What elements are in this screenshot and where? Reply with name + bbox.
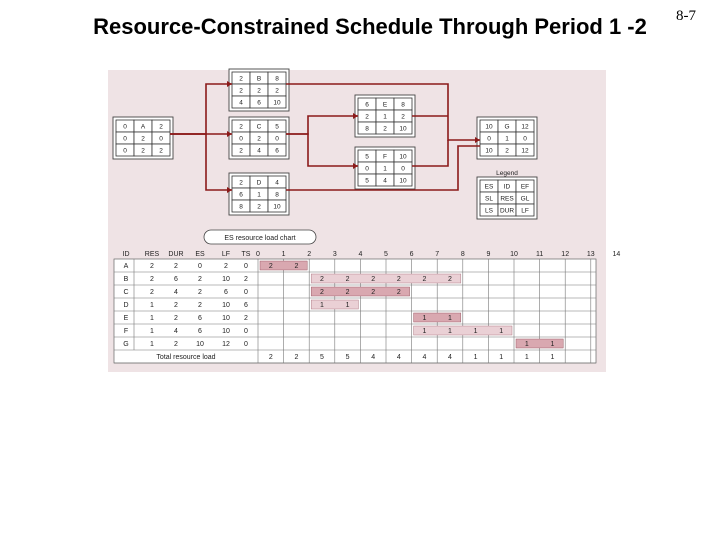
legend-value: GL [520, 195, 530, 203]
legend-value: EF [520, 183, 530, 191]
node-start-value: 0 [123, 123, 127, 131]
node-f-value: 5 [365, 177, 369, 185]
node-d-value: 4 [275, 179, 279, 187]
table-cell: F [123, 328, 129, 335]
table-cell: C [123, 289, 129, 296]
table-cell: E [123, 315, 129, 322]
table-cell: 0 [244, 328, 248, 335]
precedence-arrow [170, 134, 232, 190]
table-header: RES [144, 251, 160, 258]
resource-value: 2 [294, 263, 299, 270]
period-label: 7 [435, 251, 440, 258]
resource-value: 2 [320, 289, 324, 296]
table-cell: 2 [224, 263, 228, 270]
total-value: 1 [499, 354, 504, 361]
node-e-value: 6 [365, 101, 369, 109]
resource-value: 2 [396, 289, 401, 296]
resource-value: 1 [448, 315, 452, 322]
node-d-value: 10 [273, 203, 281, 211]
total-value: 1 [524, 354, 529, 361]
node-b-value: 8 [275, 75, 279, 83]
node-f-value: 4 [383, 177, 387, 185]
node-c-value: 2 [239, 147, 243, 155]
resource-value: 1 [473, 328, 478, 335]
node-d-value: 8 [239, 203, 243, 211]
period-label: 13 [586, 251, 595, 258]
resource-value: 2 [345, 276, 350, 283]
resource-value: 1 [422, 328, 427, 335]
node-c-value: 4 [257, 147, 261, 155]
total-value: 5 [345, 354, 350, 361]
node-e-value: 10 [399, 125, 407, 133]
table-header: LF [221, 251, 231, 258]
period-label: 6 [409, 251, 414, 258]
activity-bar-b [311, 274, 461, 283]
table-cell: B [123, 276, 129, 283]
resource-value: 2 [396, 276, 401, 283]
period-label: 10 [510, 251, 518, 258]
total-value: 2 [268, 354, 273, 361]
node-start-value: 0 [159, 135, 163, 143]
node-e-value: 2 [401, 113, 405, 121]
table-cell: D [123, 302, 129, 309]
node-b-value: 2 [275, 87, 279, 95]
node-g-value: 2 [505, 147, 509, 155]
chart-label-text: ES resource load chart [224, 235, 296, 242]
node-d [229, 173, 289, 215]
node-g-value: G [504, 123, 510, 131]
node-c-value: 2 [257, 135, 261, 143]
table-cell: 10 [222, 315, 230, 322]
table-cell: 0 [198, 263, 202, 270]
table-cell: 2 [150, 289, 154, 296]
resource-value: 1 [320, 302, 324, 309]
table-header: TS [241, 251, 251, 258]
total-value: 1 [550, 354, 555, 361]
table-cell: 2 [198, 289, 202, 296]
period-label: 2 [307, 251, 312, 258]
resource-value: 2 [422, 276, 427, 283]
node-f-value: 1 [383, 165, 387, 173]
resource-value: 1 [550, 341, 555, 348]
node-start-value: 0 [123, 147, 127, 155]
period-label: 3 [332, 251, 337, 258]
node-g-value: 12 [521, 123, 529, 131]
table-cell: 2 [198, 302, 202, 309]
precedence-arrow [286, 116, 358, 134]
table-cell: A [123, 263, 129, 270]
period-label: 11 [535, 251, 544, 258]
node-f-value: 0 [401, 165, 405, 173]
node-start-value: 0 [123, 135, 127, 143]
total-value: 4 [396, 354, 401, 361]
node-e-value: 8 [401, 101, 405, 109]
table-cell: 0 [244, 341, 248, 348]
node-e-value: 1 [383, 113, 387, 121]
total-value: 2 [294, 354, 299, 361]
table-cell: 1 [150, 328, 154, 335]
total-value: 5 [320, 354, 324, 361]
table-cell: 10 [222, 302, 230, 309]
node-c-value: 2 [239, 123, 243, 131]
legend-value: LF [521, 207, 529, 215]
resource-value: 2 [345, 289, 350, 296]
node-start-value: A [140, 123, 146, 131]
node-start [113, 117, 173, 159]
node-b-value: 2 [239, 75, 243, 83]
period-label: 1 [281, 251, 286, 258]
table-cell: 12 [222, 341, 230, 348]
node-g-value: 1 [505, 135, 509, 143]
table-cell: 0 [244, 289, 248, 296]
legend-value: RES [500, 195, 514, 203]
period-label: 9 [486, 251, 491, 258]
node-f [355, 147, 415, 189]
table-cell: 2 [174, 341, 178, 348]
node-start-value: 2 [141, 147, 145, 155]
period-label: 5 [384, 251, 388, 258]
resource-value: 1 [448, 328, 452, 335]
total-value: 4 [448, 354, 452, 361]
node-f-value: 0 [365, 165, 369, 173]
node-e [355, 95, 415, 137]
node-c [229, 117, 289, 159]
table-header: ID [122, 251, 130, 258]
node-e-value: 2 [365, 113, 369, 121]
table-cell: 6 [244, 302, 248, 309]
precedence-arrow [412, 140, 448, 166]
resource-value: 2 [371, 289, 376, 296]
page-number: 8-7 [676, 8, 696, 24]
period-label: 12 [561, 251, 570, 258]
table-cell: 10 [222, 276, 230, 283]
legend-value: ES [484, 183, 494, 191]
node-b-value: 2 [257, 87, 261, 95]
node-f-value: F [383, 153, 387, 161]
node-start-value: 2 [159, 147, 163, 155]
table-cell: 2 [150, 276, 154, 283]
resource-value: 1 [499, 328, 504, 335]
table-cell: 2 [174, 263, 178, 270]
legend-value: SL [485, 195, 493, 203]
node-b-value: 10 [273, 99, 281, 107]
node-start-value: 2 [159, 123, 163, 131]
table-cell: 4 [174, 289, 178, 296]
table-cell: 10 [222, 328, 230, 335]
node-f-value: 10 [399, 177, 407, 185]
resource-load-table [114, 230, 620, 363]
resource-schedule-figure [108, 70, 621, 372]
node-g-value: 12 [521, 147, 529, 155]
legend-value: LS [485, 207, 493, 215]
activity-bar-e [414, 313, 461, 322]
table-cell: 6 [174, 276, 178, 283]
node-f-value: 5 [365, 153, 369, 161]
resource-value: 2 [268, 263, 273, 270]
legend-value: ID [503, 183, 511, 191]
period-label: 8 [460, 251, 465, 258]
total-label: Total resource load [156, 354, 216, 361]
period-label: 14 [612, 251, 621, 258]
table-cell: 1 [150, 341, 154, 348]
node-g-value: 0 [487, 135, 491, 143]
node-d-value: D [256, 179, 262, 187]
activity-bar-f [414, 326, 512, 335]
node-d-value: 8 [275, 191, 279, 199]
total-value: 4 [422, 354, 427, 361]
precedence-arrow [286, 134, 358, 166]
node-d-value: 1 [257, 191, 261, 199]
node-f-value: 10 [399, 153, 407, 161]
node-c-value: 0 [275, 135, 279, 143]
table-cell: 6 [198, 315, 202, 322]
node-b-value: 2 [239, 87, 243, 95]
total-value: 4 [371, 354, 376, 361]
node-c-value: 6 [275, 147, 279, 155]
table-cell: 2 [174, 302, 178, 309]
node-b-value: 6 [257, 99, 261, 107]
node-g-value: 10 [485, 147, 493, 155]
node-e-value: E [382, 101, 388, 109]
node-e-value: 8 [365, 125, 369, 133]
table-header: ES [195, 251, 205, 258]
table-cell: 2 [244, 315, 248, 322]
node-b [229, 69, 289, 111]
table-header: DUR [168, 251, 184, 258]
period-label: 0 [256, 251, 260, 258]
table-cell: 2 [174, 315, 178, 322]
node-d-value: 6 [239, 191, 243, 199]
activity-bar-g [516, 339, 563, 348]
table-cell: 6 [224, 289, 228, 296]
figure-canvas [108, 70, 621, 372]
node-c-value: 5 [275, 123, 279, 131]
node-b-value: 4 [239, 99, 243, 107]
total-value: 1 [473, 354, 478, 361]
legend-value: DUR [499, 207, 515, 215]
node-d-value: 2 [257, 203, 261, 211]
node-c-value: C [256, 123, 262, 131]
resource-value: 2 [371, 276, 376, 283]
legend [477, 177, 537, 219]
resource-value: 1 [345, 302, 350, 309]
node-start-value: 2 [141, 135, 145, 143]
slide-title: Resource-Constrained Schedule Through Period 1 -2 [93, 14, 647, 39]
period-label: 4 [358, 251, 363, 258]
resource-value: 2 [320, 276, 324, 283]
table-cell: G [123, 341, 129, 348]
table-cell: 1 [150, 315, 154, 322]
table-cell: 2 [198, 276, 202, 283]
node-g-value: 0 [523, 135, 527, 143]
table-cell: 2 [150, 263, 154, 270]
resource-value: 2 [448, 276, 452, 283]
node-c-value: 0 [239, 135, 243, 143]
network-diagram [113, 69, 537, 219]
activity-bar-a [260, 261, 307, 270]
activity-bar-c [311, 287, 409, 296]
node-b-value: B [256, 75, 262, 83]
table-cell: 10 [196, 341, 204, 348]
table-cell: 2 [244, 276, 248, 283]
precedence-arrow [170, 84, 232, 134]
node-g [477, 117, 537, 159]
node-g-value: 10 [485, 123, 493, 131]
chart-label [204, 230, 316, 244]
table-cell: 4 [174, 328, 178, 335]
table-cell: 6 [198, 328, 202, 335]
table-cell: 1 [150, 302, 154, 309]
node-e-value: 2 [383, 125, 387, 133]
legend-title: Legend [496, 170, 518, 177]
table-cell: 0 [244, 263, 248, 270]
activity-bar-d [311, 300, 358, 309]
resource-value: 1 [422, 315, 427, 322]
node-d-value: 2 [239, 179, 243, 187]
resource-value: 1 [524, 341, 529, 348]
